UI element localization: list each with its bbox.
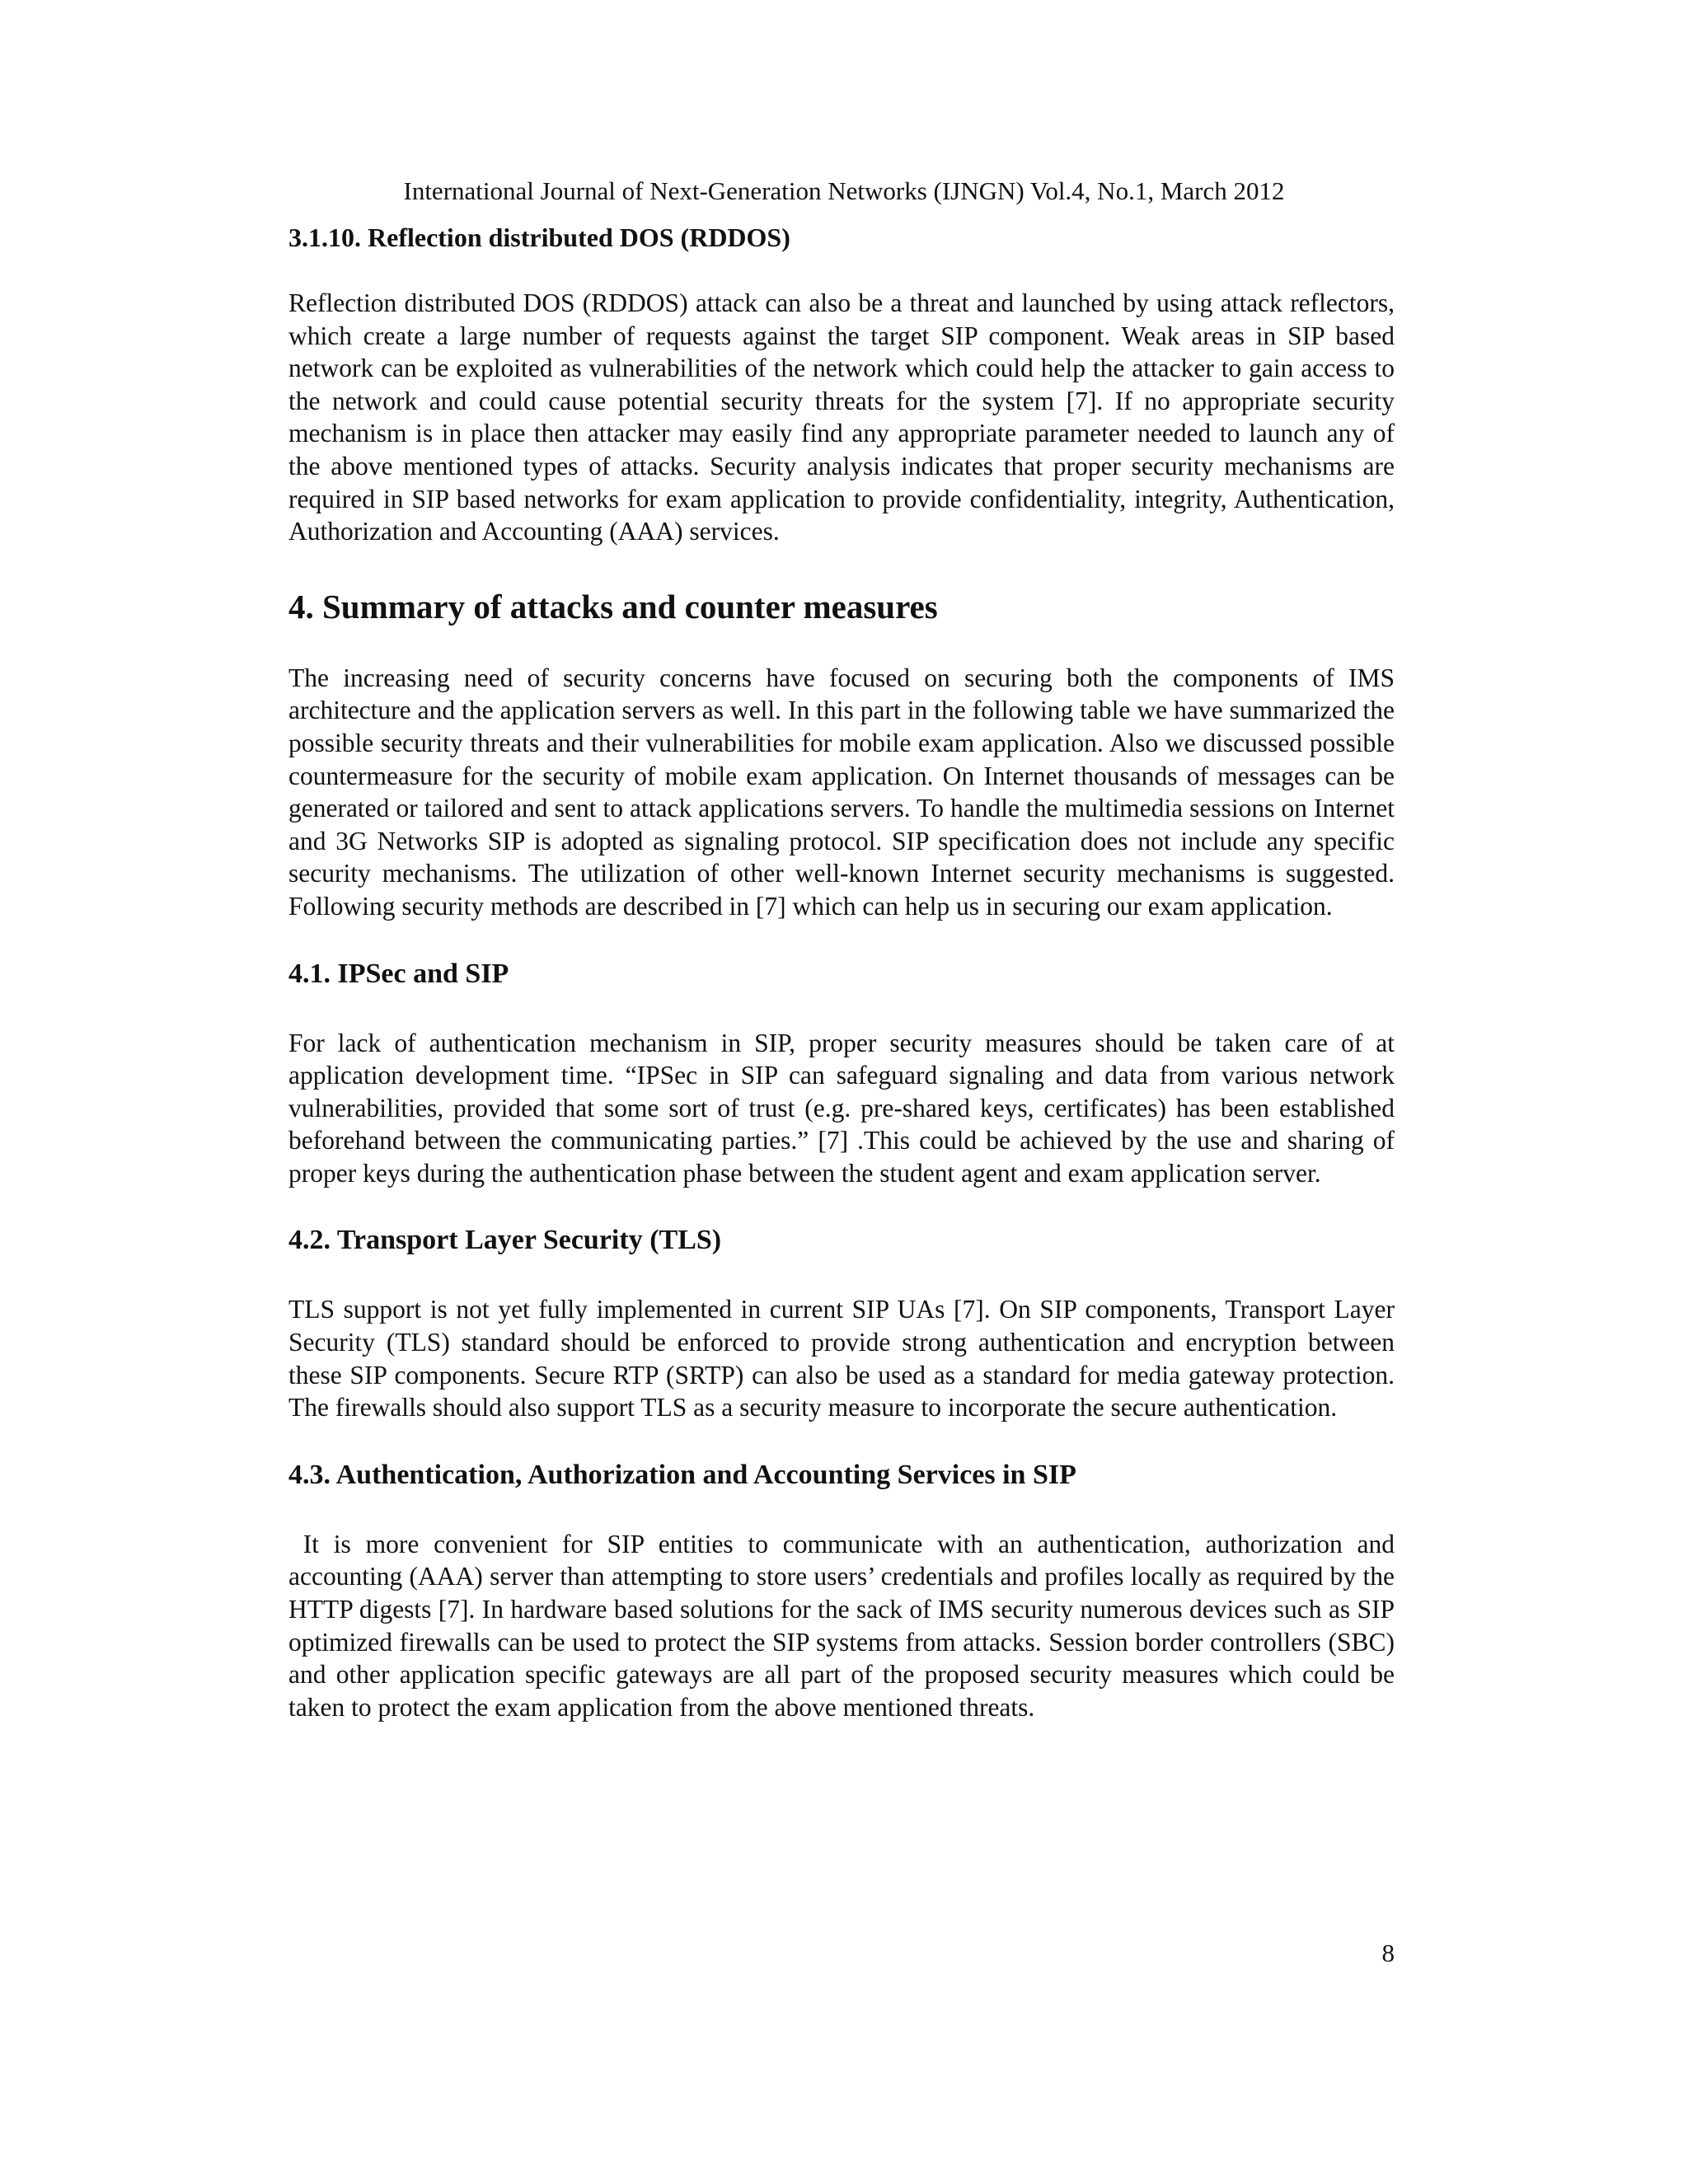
section-paragraph-4-1: For lack of authentication mechanism in SIP, proper security measures should be taken care of at application development time. “IPSec in SIP can safeguard signaling and data from various network vulnerabilities, provided that some sort of trust (e.g. pre-shared keys, certificates) has been established beforehand between the communicating parties.” [7] .This could be achieved by the use and sharing of proper keys during the authentication phase between the student agent and exam application server. [288, 1028, 1395, 1188]
section-paragraph-4: The increasing need of security concerns have focused on securing both the components of IMS architecture and the application servers as well. In this part in the following table we have summarized the possible security threats and their vulnerabilities for mobile exam application. Also we discussed possible countermeasure for the security of mobile exam application. On Internet thousands of messages can be generated or tailored and sent to attack applications servers. To handle the multimedia sessions on Internet and 3G Networks SIP is adopted as signaling protocol. SIP specification does not include any specific security mechanisms. The utilization of other well-known Internet security mechanisms is suggested. Following security methods are described in [7] which can help us in securing our exam application. [288, 663, 1395, 921]
section-paragraph-3-1-10: Reflection distributed DOS (RDDOS) attack can also be a threat and launched by using attack reflectors, which create a large number of requests against the target SIP component. Weak areas in SIP based network can be exploited as vulnerabilities of the network which could help the attacker to gain access to the network and could cause potential security threats for the system [7]. If no appropriate security mechanism is in place then attacker may easily find any appropriate parameter needed to launch any of the above mentioned types of attacks. Security analysis indicates that proper security mechanisms are required in SIP based networks for exam application to provide confidentiality, integrity, Authentication, Authorization and Accounting (AAA) services. [288, 288, 1395, 546]
section-heading-4-2: 4.2. Transport Layer Security (TLS) [288, 1225, 722, 1256]
page-number: 8 [1381, 1938, 1395, 1967]
page-content [288, 221, 1401, 1753]
section-paragraph-4-2: TLS support is not yet fully implemented in current SIP UAs [7]. On SIP components, Transport Layer Security (TLS) standard should be enforced to provide strong authentication and encryption between these SIP components. Secure RTP (SRTP) can also be used as a standard for media gateway protection. The firewalls should also support TLS as a security measure to incorporate the secure authentication. [288, 1295, 1395, 1422]
section-heading-4-1: 4.1. IPSec and SIP [288, 958, 509, 989]
section-heading-4: 4. Summary of attacks and counter measures [288, 587, 938, 626]
section-heading-3-1-10: 3.1.10. Reflection distributed DOS (RDDOS) [288, 223, 790, 252]
section-heading-4-3: 4.3. Authentication, Authorization and Accounting Services in SIP [288, 1459, 1076, 1490]
section-paragraph-4-3: It is more convenient for SIP entities to communicate with an authentication, authorization and accounting (AAA) server than attempting to store users’ credentials and profiles locally as required by the HTTP digests [7]. In hardware based solutions for the sack of IMS security numerous devices such as SIP optimized firewalls can be used to protect the SIP systems from attacks. Session border controllers (SBC) and other application specific gateways are all part of the proposed security measures which could be taken to protect the exam application from the above mentioned threats. [288, 1529, 1401, 1722]
running-header: International Journal of Next-Generation Networks (IJNGN) Vol.4, No.1, March 2012 [403, 176, 1285, 205]
